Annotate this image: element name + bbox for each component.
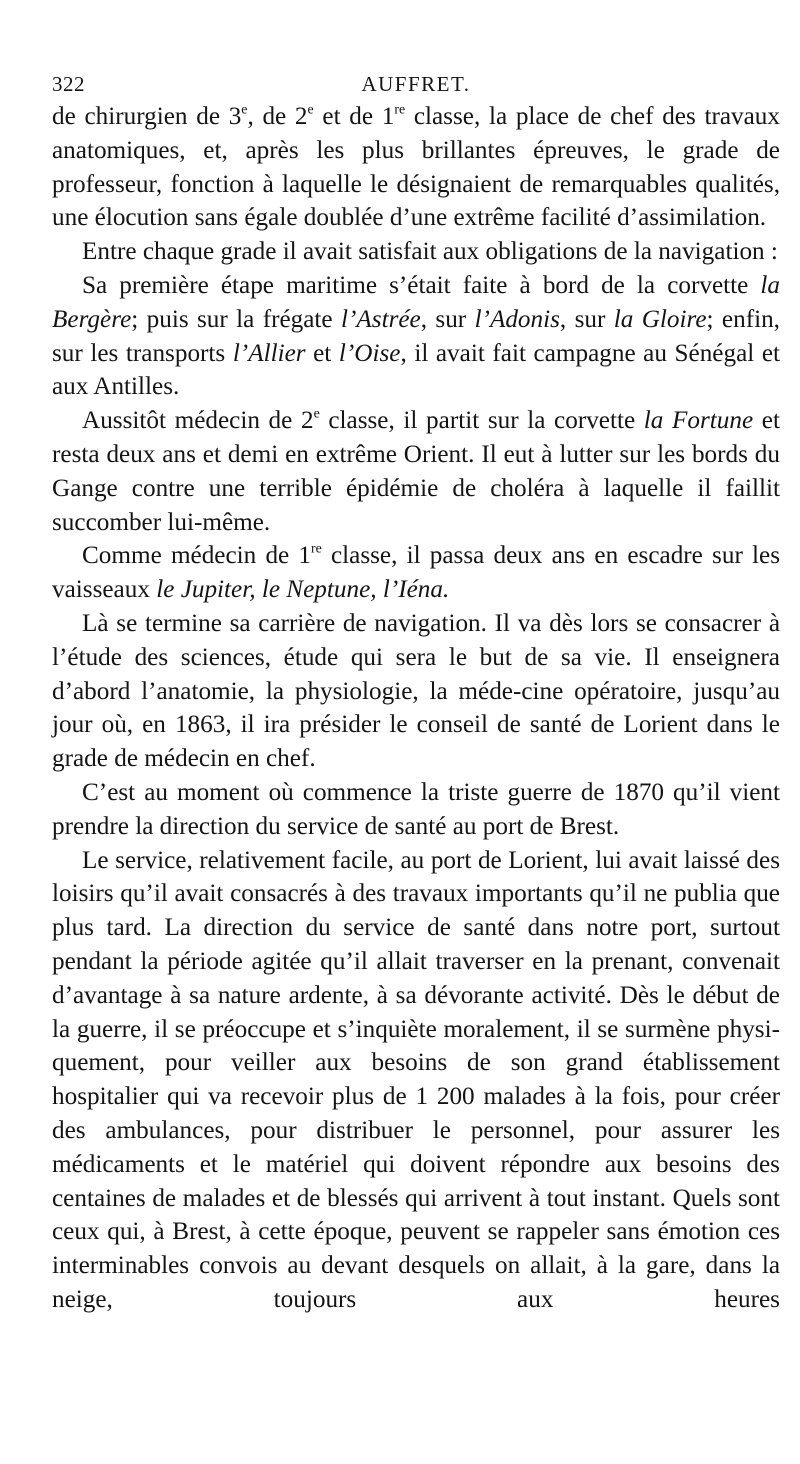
paragraph bbox=[52, 607, 780, 776]
superscript: e bbox=[313, 405, 320, 421]
text-run: et resta deux ans et demi en extrême Orient. Il eut à lutter sur les bords du Gange contre une terrible épidémie de choléra à laquelle il faillit succomber lui-même. bbox=[52, 407, 780, 536]
italic-text: l’Astrée bbox=[341, 305, 421, 333]
italic-text: le Jupiter, le Neptune, l’Iéna. bbox=[156, 576, 450, 604]
text-run: Aussitôt médecin de 2 bbox=[82, 407, 314, 435]
text-run: , sur bbox=[420, 305, 475, 333]
paragraph bbox=[52, 235, 780, 269]
paragraph bbox=[52, 100, 780, 235]
text-run: ; puis sur la frégate bbox=[131, 305, 341, 333]
text-run: et bbox=[305, 339, 339, 367]
italic-text: l’Adonis bbox=[474, 305, 560, 333]
superscript: e bbox=[307, 101, 314, 117]
italic-text: l’Oise bbox=[338, 339, 401, 367]
running-head bbox=[52, 62, 780, 100]
text-run: , il avait fait campagne au Sénégal et aux Antilles. bbox=[52, 339, 781, 401]
text-run: C’est au moment où commence la triste guerre de 1870 qu’il vient prendre la direction du service de santé au port de Brest. bbox=[52, 778, 780, 840]
body-text bbox=[52, 100, 780, 1317]
italic-text: l’Allier bbox=[232, 339, 306, 367]
page-number: 322 bbox=[52, 72, 85, 96]
text-run: classe, la place de chef des travaux anatomiques, et, après les plus brillantes épreuves, le grade de professeur, fonction à laquelle le désignaient de remarquables qualités, une élocution sans égale doublée d’une extrême facilité d’assimilation. bbox=[52, 103, 780, 232]
paragraph bbox=[52, 844, 780, 1317]
page-content bbox=[52, 62, 780, 1452]
paragraph bbox=[52, 404, 780, 539]
text-run: Entre chaque grade il avait satisfait aux obligations de la navigation : bbox=[82, 238, 778, 266]
text-run: ; enfin, sur les transports bbox=[52, 305, 780, 367]
paragraph bbox=[52, 539, 780, 607]
text-run: Comme médecin de 1 bbox=[82, 542, 311, 570]
text-run: , de 2 bbox=[247, 103, 308, 130]
paragraph bbox=[52, 776, 780, 844]
text-run: Sa première étape maritime s’était faite à bord de la corvette bbox=[82, 271, 761, 299]
running-title: AUFFRET. bbox=[361, 72, 471, 96]
text-run: Là se termine sa carrière de navigation. Il va dès lors se consacrer à l’étude des sciences, étude qui sera le but de sa vie. Il enseignera d’abord l’anatomie, la physiologie, la méde-cine opératoire, jusqu’au jour où, en 1863, il ira présider le conseil de santé de Lorient dans le grade de médecin en chef. bbox=[52, 609, 780, 773]
text-run: de chirurgien de 3 bbox=[52, 103, 242, 130]
italic-text: la Fortune bbox=[643, 407, 754, 435]
text-run: et de 1 bbox=[313, 103, 395, 130]
italic-text: la Bergère bbox=[52, 271, 780, 333]
text-run: classe, il partit sur la corvette bbox=[319, 407, 644, 435]
paragraph bbox=[52, 269, 780, 404]
italic-text: la Gloire bbox=[613, 305, 707, 333]
text-run: Le service, relativement facile, au port de Lorient, lui avait laissé des loisirs qu’il avait consacrés à des travaux importants qu’il ne publia que plus tard. La direction du service de santé dans notre port, surtout pendant la période agitée qu’il allait traverser en la prenant, convenait d’avantage à sa nature ardente, à sa dévorante activité. Dès le début de la guerre, il se préoccupe et s’inquiète moralement, il se surmène physi-quement, pour veiller aux besoins de son grand établissement hospitalier qui va recevoir plus de 1 200 malades à la fois, pour créer des ambulances, pour distribuer le personnel, pour assurer les médicaments et le matériel qui doivent répondre aux besoins des centaines de malades et de blessés qui arrivent à tout instant. Quels sont ceux qui, à Brest, à cette époque, peuvent se rappeler sans émotion ces interminables convois au devant desquels on allait, à la gare, dans la neige, toujours aux heures bbox=[52, 846, 780, 1313]
superscript: re bbox=[394, 101, 406, 117]
superscript: re bbox=[311, 540, 322, 556]
superscript: e bbox=[241, 101, 248, 117]
text-run: , sur bbox=[559, 305, 614, 333]
text-run: classe, il passa deux ans en escadre sur les vaisseaux bbox=[52, 542, 780, 604]
